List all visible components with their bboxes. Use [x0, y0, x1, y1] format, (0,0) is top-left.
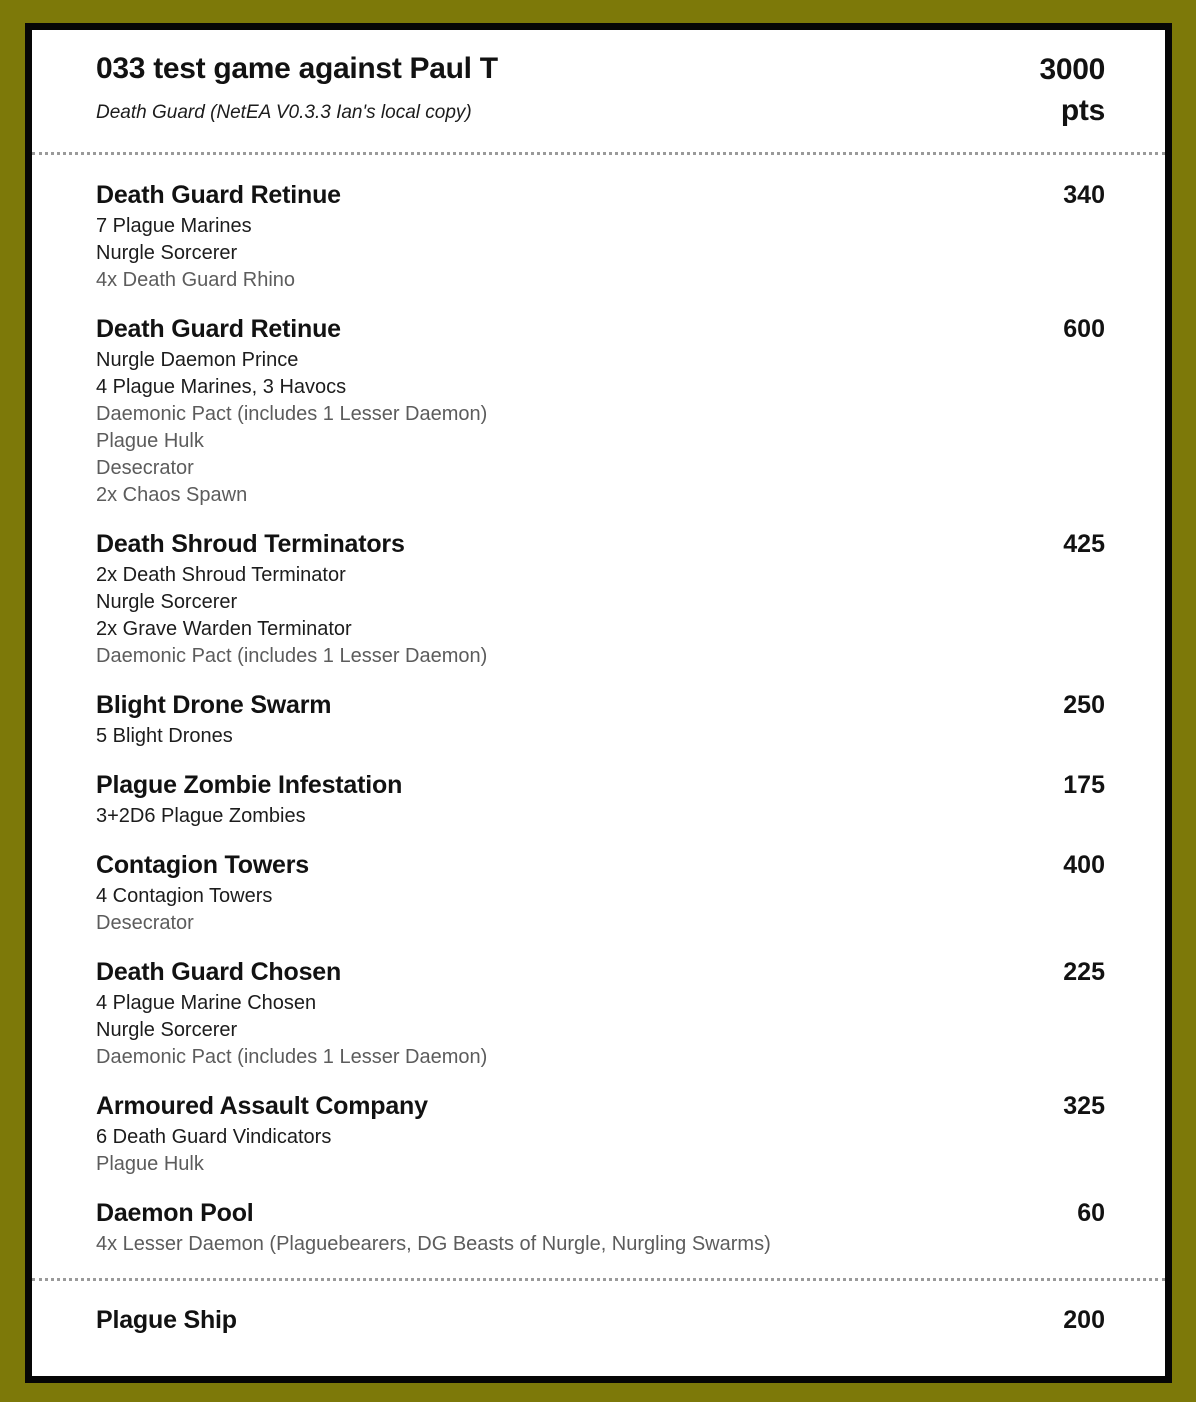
unit-list — [96, 723, 1105, 750]
formation-name: Death Guard Chosen — [96, 958, 342, 986]
formation-name: Death Guard Retinue — [96, 181, 341, 209]
formation — [96, 770, 1105, 830]
formation-points: 250 — [1063, 691, 1105, 719]
dotted-divider-bottom — [32, 1278, 1165, 1281]
formation — [96, 850, 1105, 937]
unit-line: Desecrator — [96, 912, 194, 934]
unit-line: 4x Death Guard Rhino — [96, 269, 296, 291]
unit-line: 3+2D6 Plague Zombies — [96, 805, 306, 827]
formation — [96, 957, 1105, 1071]
unit-line: 2x Death Shroud Terminator — [96, 564, 346, 586]
formation — [96, 180, 1105, 294]
formation — [96, 529, 1105, 670]
formation-points: 175 — [1063, 771, 1105, 799]
unit-list — [96, 1124, 1105, 1178]
unit-line: 5 Blight Drones — [96, 725, 233, 747]
formation — [96, 1091, 1105, 1178]
unit-list — [96, 803, 1105, 830]
unit-line: Daemonic Pact (includes 1 Lesser Daemon) — [96, 645, 488, 667]
formation-points: 425 — [1063, 530, 1105, 558]
unit-line: 2x Grave Warden Terminator — [96, 618, 352, 640]
unit-line: Daemonic Pact (includes 1 Lesser Daemon) — [96, 1046, 488, 1068]
document-header — [96, 52, 1105, 131]
formation-header — [96, 690, 1105, 721]
unit-list — [96, 562, 1105, 670]
formation-header — [96, 1305, 1105, 1336]
unit-line: Desecrator — [96, 457, 194, 479]
formation-header — [96, 529, 1105, 560]
army-list-document — [25, 23, 1172, 1383]
formation-header — [96, 1091, 1105, 1122]
unit-list — [96, 213, 1105, 294]
unit-line: Daemonic Pact (includes 1 Lesser Daemon) — [96, 403, 488, 425]
formation-header — [96, 850, 1105, 881]
header-text-block — [96, 52, 498, 124]
formation-name: Blight Drone Swarm — [96, 691, 332, 719]
formation-header — [96, 1198, 1105, 1229]
ship-formation — [96, 1305, 1105, 1336]
unit-line: Nurgle Sorcerer — [96, 1019, 238, 1041]
dotted-divider-top — [32, 152, 1165, 155]
unit-line: Nurgle Sorcerer — [96, 591, 238, 613]
unit-list — [96, 347, 1105, 509]
unit-line: 4 Contagion Towers — [96, 885, 273, 907]
formation — [96, 690, 1105, 750]
formation-header — [96, 314, 1105, 345]
formation-name: Daemon Pool — [96, 1199, 254, 1227]
unit-list — [96, 1231, 1105, 1258]
unit-line: 4 Plague Marines, 3 Havocs — [96, 376, 347, 398]
formation-points: 340 — [1063, 181, 1105, 209]
formation — [96, 1198, 1105, 1258]
formation-points: 400 — [1063, 851, 1105, 879]
formation-name: Death Shroud Terminators — [96, 530, 405, 558]
formation-name: Plague Ship — [96, 1306, 237, 1334]
page-title: 033 test game against Paul T — [96, 52, 498, 85]
unit-list — [96, 990, 1105, 1071]
unit-line: 4x Lesser Daemon (Plaguebearers, DG Beasts of Nurgle, Nurgling Swarms) — [96, 1233, 771, 1255]
formation-points: 225 — [1063, 958, 1105, 986]
formation-header — [96, 957, 1105, 988]
formation-name: Plague Zombie Infestation — [96, 771, 403, 799]
unit-line: Nurgle Daemon Prince — [96, 349, 299, 371]
formation-header — [96, 770, 1105, 801]
unit-line: Nurgle Sorcerer — [96, 242, 238, 264]
unit-line: 2x Chaos Spawn — [96, 484, 248, 506]
formation-header — [96, 180, 1105, 211]
formation-points: 325 — [1063, 1092, 1105, 1120]
unit-line: 6 Death Guard Vindicators — [96, 1126, 332, 1148]
unit-line: 7 Plague Marines — [96, 215, 252, 237]
formation-name: Contagion Towers — [96, 851, 309, 879]
total-points: 3000 pts — [1039, 53, 1105, 127]
formation-points: 60 — [1077, 1199, 1105, 1227]
unit-line: 4 Plague Marine Chosen — [96, 992, 317, 1014]
unit-list — [96, 883, 1105, 937]
unit-line: Plague Hulk — [96, 1153, 204, 1175]
formation-points: 200 — [1063, 1306, 1105, 1334]
formation-points: 600 — [1063, 315, 1105, 343]
formation — [96, 314, 1105, 509]
formation-list — [96, 180, 1105, 1258]
formation-name: Death Guard Retinue — [96, 315, 341, 343]
unit-line: Plague Hulk — [96, 430, 204, 452]
army-subtitle: Death Guard (NetEA V0.3.3 Ian's local copy) — [96, 101, 472, 123]
formation-name: Armoured Assault Company — [96, 1092, 428, 1120]
